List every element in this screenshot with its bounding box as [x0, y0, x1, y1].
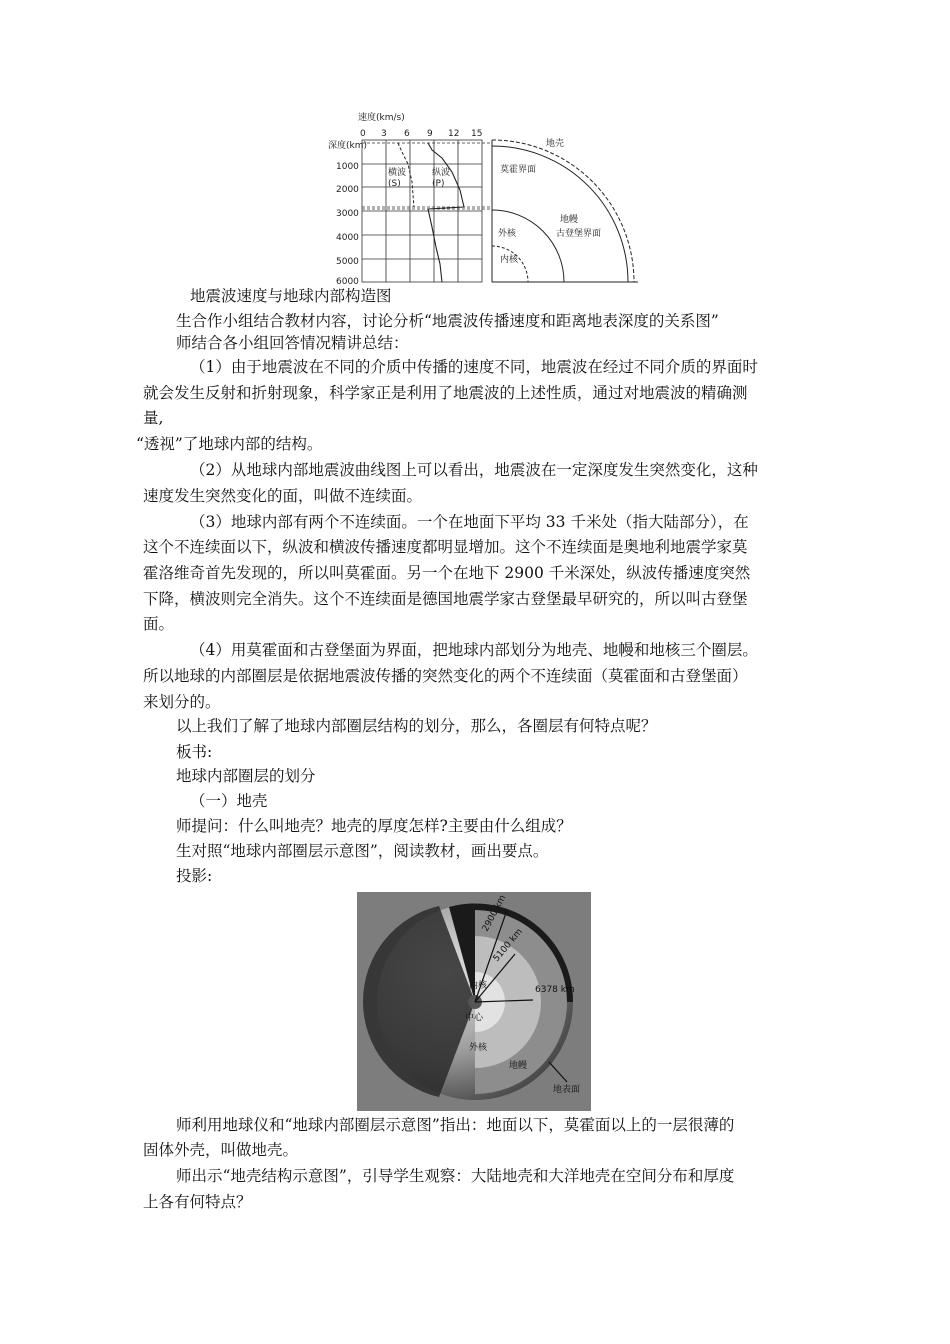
depth-tick: 1000 — [336, 162, 359, 172]
depth-tick: 4000 — [336, 233, 359, 243]
center-label: 中心 — [465, 1013, 484, 1023]
seismic-wave-figure — [328, 112, 650, 288]
paragraph: （3）地球内部有两个不连续面。一个在地面下平均 33 千米处（指大陆部分），在 — [190, 513, 749, 531]
paragraph: 板书: — [176, 743, 213, 761]
p-wave-symbol: (P) — [432, 179, 445, 189]
paragraph: 量, — [143, 409, 164, 427]
paragraph: 生对照“地球内部圈层示意图”，阅读教材，画出要点。 — [176, 842, 549, 860]
speed-tick: 12 — [448, 129, 460, 139]
paragraph: （4）用莫霍面和古登堡面为界面，把地球内部划分为地壳、地幔和地核三个圈层。 — [190, 641, 758, 659]
surface-label: 地表面 — [553, 1085, 581, 1095]
paragraph: 面。 — [143, 615, 175, 633]
p-wave-label: 纵波 — [432, 168, 451, 178]
s-wave-label: 横波 — [388, 168, 407, 178]
inner-core-label: 内核 — [500, 255, 519, 265]
depth-5100-label: 5100 km — [491, 927, 525, 964]
paragraph: 霍洛维奇首先发现的，所以叫莫霍面。另一个在地下 2900 千米深处，纵波传播速度突然 — [143, 564, 751, 582]
paragraph: 固体外壳，叫做地壳。 — [143, 1141, 299, 1159]
paragraph: （一）地壳 — [190, 792, 268, 810]
s-wave-symbol: (S) — [388, 179, 401, 189]
paragraph: 投影: — [176, 867, 213, 885]
gutenberg-label: 古登堡界面 — [556, 229, 602, 239]
paragraph: 来划分的。 — [143, 693, 221, 711]
paragraph: 上各有何特点？ — [143, 1193, 252, 1211]
mantle-label: 地幔 — [560, 215, 579, 225]
paragraph: 地球内部圈层的划分 — [176, 767, 316, 785]
paragraph: 师结合各小组回答情况精讲总结： — [176, 334, 409, 352]
paragraph: 所以地球的内部圈层是依据地震波传播的突然变化的两个不连续面（莫霍面和古登堡面） — [143, 667, 748, 685]
speed-tick: 15 — [471, 129, 483, 139]
paragraph: （1）由于地震波在不同的介质中传播的速度不同，地震波在经过不同介质的界面时 — [190, 358, 758, 376]
depth-axis-label: 深度(km) — [328, 141, 368, 151]
paragraph: 就会发生反射和折射现象，科学家正是利用了地震波的上述性质，通过对地震波的精确测 — [143, 384, 748, 402]
depth-tick: 3000 — [336, 209, 359, 219]
speed-tick: 0 — [360, 129, 366, 139]
depth-6378-label: 6378 km — [535, 985, 575, 995]
mantle-label: 地幔 — [509, 1061, 528, 1071]
depth-tick: 2000 — [336, 185, 359, 195]
outer-core-label: 外核 — [469, 1043, 488, 1053]
outer-core-label: 外核 — [498, 229, 517, 239]
speed-tick: 6 — [404, 129, 410, 139]
moho-label: 莫霍界面 — [500, 165, 537, 175]
paragraph: 速度发生突然变化的面，叫做不连续面。 — [143, 487, 423, 505]
paragraph: 这个不连续面以下，纵波和横波传播速度都明显增加。这个不连续面是奥地利地震学家莫 — [143, 538, 748, 556]
paragraph: 师出示“地壳结构示意图”，引导学生观察：大陆地壳和大洋地壳在空间分布和厚度 — [176, 1167, 735, 1185]
depth-tick: 5000 — [336, 257, 359, 267]
paragraph: 生合作小组结合教材内容，讨论分析“地震波传播速度和距离地表深度的关系图” — [176, 312, 719, 330]
speed-axis-label: 速度(km/s) — [358, 113, 405, 123]
paragraph: 以上我们了解了地球内部圈层结构的划分，那么，各圈层有何特点呢？ — [176, 717, 657, 735]
paragraph: 师提问：什么叫地壳？地壳的厚度怎样?主要由什么组成？ — [176, 817, 572, 835]
crust-label: 地壳 — [546, 139, 565, 149]
paragraph: 师利用地球仪和“地球内部圈层示意图”指出：地面以下，莫霍面以上的一层很薄的 — [176, 1116, 735, 1134]
speed-tick: 3 — [381, 129, 387, 139]
depth-tick: 6000 — [336, 277, 359, 287]
depth-2900-label: 2900 km — [480, 893, 509, 934]
paragraph: （2）从地球内部地震波曲线图上可以看出，地震波在一定深度发生突然变化，这种 — [190, 461, 758, 479]
speed-tick: 9 — [427, 129, 433, 139]
figure-caption: 地震波速度与地球内部构造图 — [190, 287, 392, 305]
inner-core-label: 内核 — [469, 981, 488, 991]
paragraph: “透视”了地球内部的结构。 — [136, 435, 323, 453]
paragraph: 下降，横波则完全消失。这个不连续面是德国地震学家古登堡最早研究的，所以叫古登堡 — [143, 590, 748, 608]
earth-layers-figure — [357, 892, 591, 1111]
